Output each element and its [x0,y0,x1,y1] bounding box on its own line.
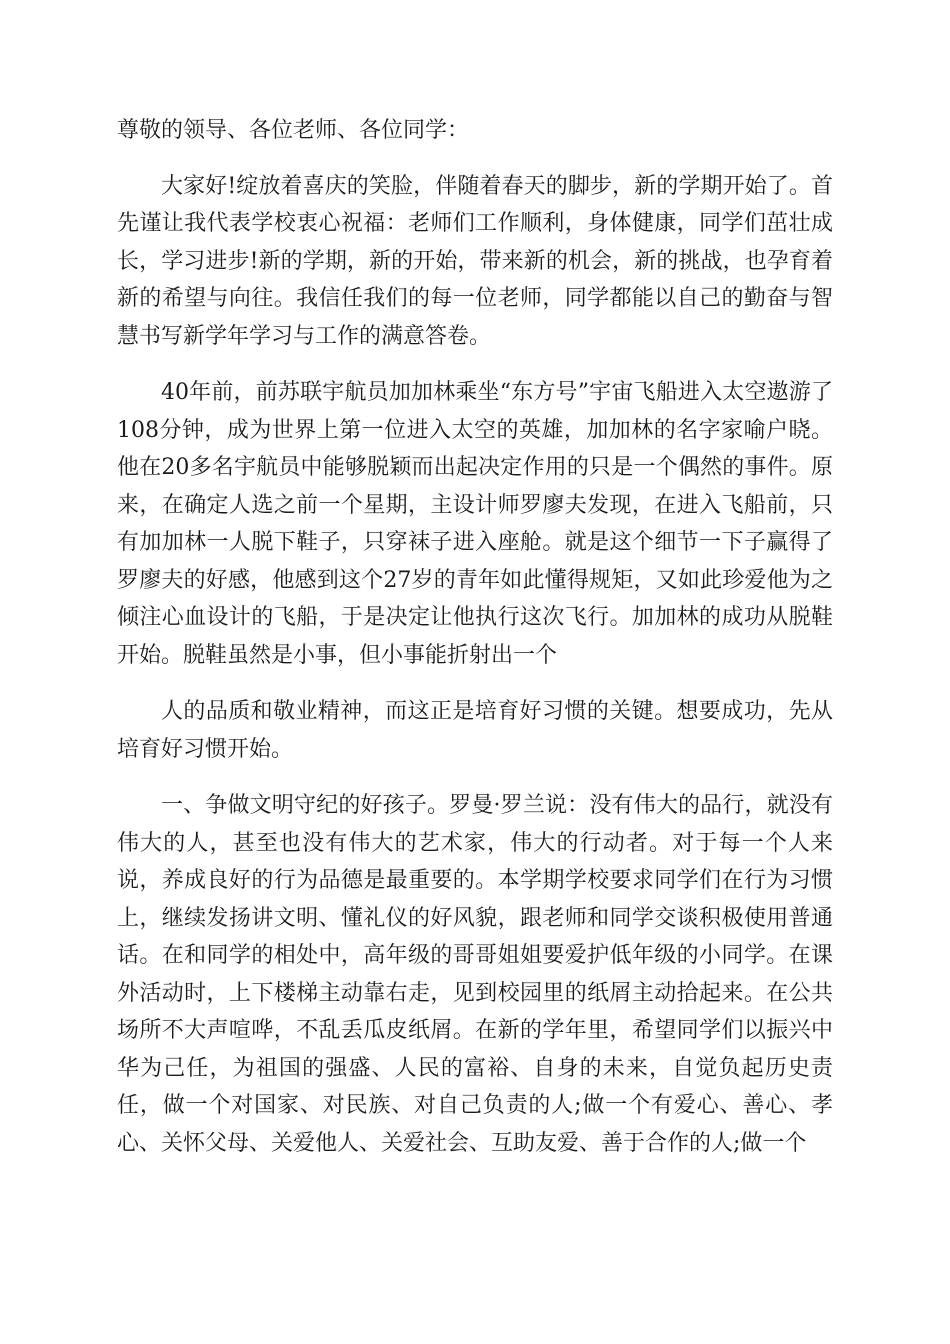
paragraph-good-habits: 人的品质和敬业精神，而这正是培育好习惯的关键。想要成功，先从培育好习惯开始。 [117,699,833,762]
paragraph-gagarin-story: 40年前，前苏联宇航员加加林乘坐“东方号”宇宙飞船进入太空遨游了108分钟，成为世界上第一位进入太空的英雄，加加林的名字家喻户晓。他在20多名宇航员中能够脱颖而出起决定作用的只是一个偶然的事件。原来，在确定人选之前一个星期，主设计师罗廖夫发现，在进入飞船前，只有加加林一人脱下鞋子，只穿袜子进入座舱。就是这个细节一下子赢得了罗廖夫的好感，他感到这个27岁的青年如此懂得规矩，又如此珍爱他为之倾注心血设计的飞船，于是决定让他执行这次飞行。加加林的成功从脱鞋开始。脱鞋虽然是小事，但小事能折射出一个 [117,380,833,668]
paragraph-opening: 大家好!绽放着喜庆的笑脸，伴随着春天的脚步，新的学期开始了。首先谨让我代表学校衷心祝福：老师们工作顺利，身体健康，同学们茁壮成长，学习进步!新的学期，新的开始，带来新的机会，新的挑战，也孕育着新的希望与向往。我信任我们的每一位老师，同学都能以自己的勤奋与智慧书写新学年学习与工作的满意答卷。 [117,173,833,349]
greeting-line: 尊敬的领导、各位老师、各位同学： [117,118,470,143]
document-body [117,112,833,1162]
paragraph-section-one: 一、争做文明守纪的好孩子。罗曼·罗兰说：没有伟大的品行，就没有伟大的人，甚至也没有伟大的艺术家，伟大的行动者。对于每一个人来说，养成良好的行为品德是最重要的。本学期学校要求同学们在行为习惯上，继续发扬讲文明、懂礼仪的好风貌，跟老师和同学交谈积极使用普通话。在和同学的相处中，高年级的哥哥姐姐要爱护低年级的小同学。在课外活动时，上下楼梯主动靠右走，见到校园里的纸屑主动拾起来。在公共场所不大声喧哗，不乱丢瓜皮纸屑。在新的学年里，希望同学们以振兴中华为己任，为祖国的强盛、人民的富裕、自身的未来，自觉负起历史责任，做一个对国家、对民族、对自己负责的人;做一个有爱心、善心、孝心、关怀父母、关爱他人、关爱社会、互助友爱、善于合作的人;做一个 [117,793,833,1156]
